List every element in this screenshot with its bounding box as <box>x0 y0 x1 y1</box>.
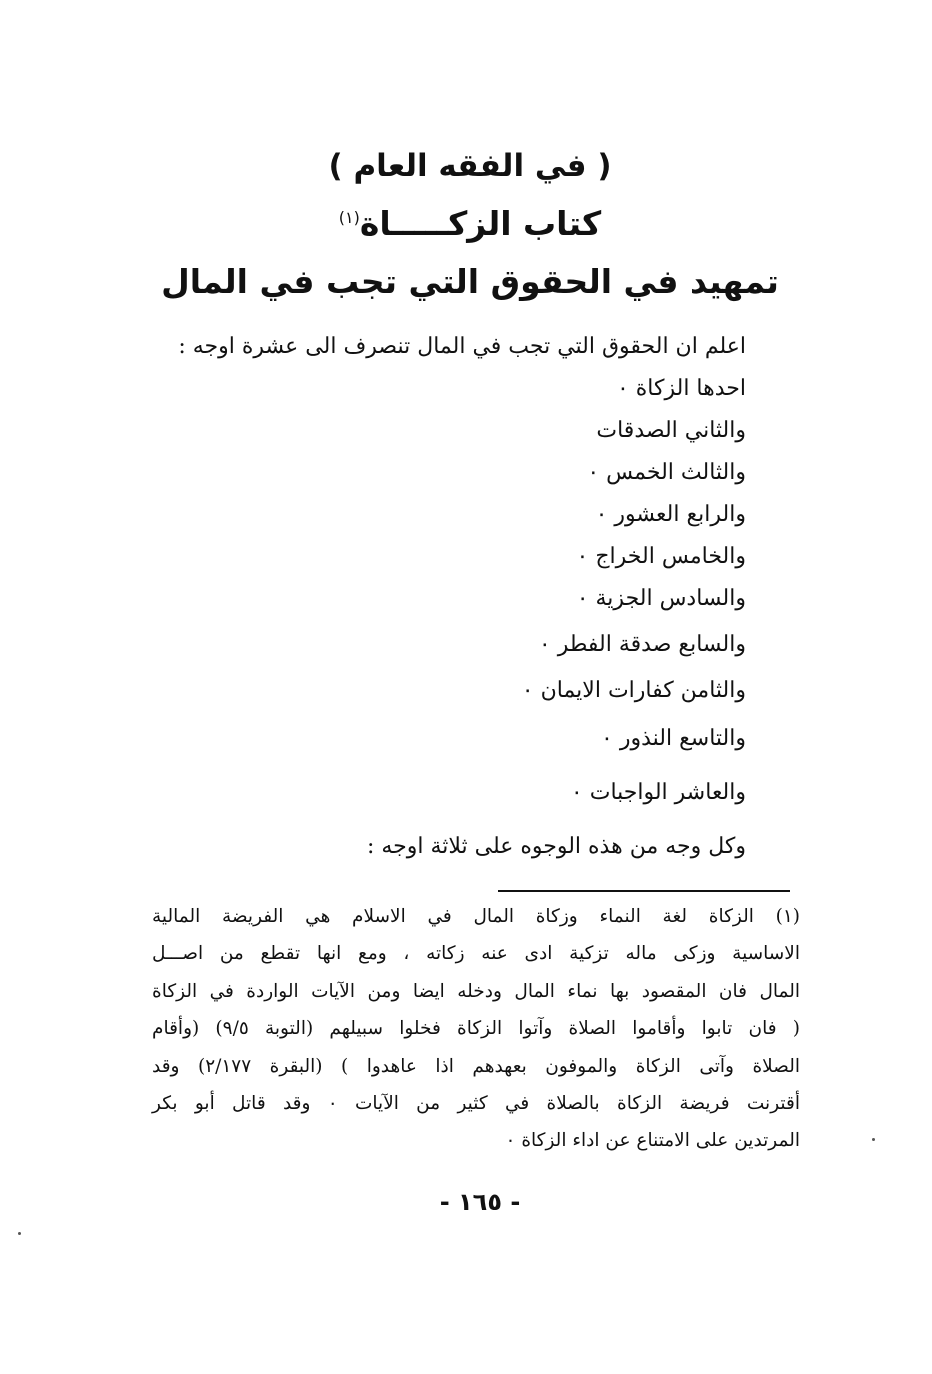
list-item: والعاشر الواجبات ٠ <box>570 780 746 805</box>
footnote-line: (١) الزكاة لغة النماء وزكاة المال في الاسلام هي الفريضة المالية <box>152 906 800 927</box>
footnote-line: المال فان المقصود بها نماء المال ودخله ايضا ومن الآيات الواردة في الزكاة <box>152 980 800 1002</box>
closing-paragraph: وكل وجه من هذه الوجوه على ثلاثة اوجه : <box>366 834 746 859</box>
list-item: والثامن كفارات الايمان ٠ <box>521 678 746 703</box>
list-item: والرابع العشور ٠ <box>595 502 746 527</box>
section-heading: ( في الفقه العام ) <box>328 148 612 184</box>
list-item: احدها الزكاة ٠ <box>616 376 746 401</box>
footnote-line: ( فان تابوا وأقاموا الصلاة وآتوا الزكاة فخلوا سبيلهم (التوبة ٩/٥) (وأقام <box>152 1018 800 1040</box>
footnote-line: الاساسية وزكى ماله تزكية ادى عنه زكاته ، ومع انها تقطع من اصـــل <box>152 943 800 965</box>
footnote-marker: (١) <box>338 208 360 227</box>
list-item: والثاني الصدقات <box>596 418 746 443</box>
chapter-title-text: كتاب الزكـــــاة <box>359 204 602 243</box>
list-item: والخامس الخراج ٠ <box>576 544 746 569</box>
intro-paragraph: اعلم ان الحقوق التي تجب في المال تنصرف الى عشرة اوجه : <box>178 334 746 359</box>
page-number: - ١٦٥ - <box>439 1188 521 1216</box>
subtitle: تمهيد في الحقوق التي تجب في المال <box>161 262 779 301</box>
list-item: والسابع صدقة الفطر ٠ <box>538 632 746 657</box>
list-item: والتاسع النذور ٠ <box>601 726 746 751</box>
footnote-line: المرتدين على الامتناع عن اداء الزكاة ٠ <box>505 1130 800 1152</box>
scan-speck <box>872 1138 875 1141</box>
chapter-title <box>160 204 780 243</box>
list-item: والثالث الخمس ٠ <box>587 460 746 485</box>
footnote-line: أقترنت فريضة الزكاة بالصلاة في كثير من الآيات ٠ وقد قاتل أبو بكر <box>152 1093 800 1115</box>
scan-speck <box>18 1232 21 1235</box>
footnote <box>152 898 800 1160</box>
footnote-divider <box>498 890 790 892</box>
list-item: والسادس الجزية ٠ <box>576 586 746 611</box>
footnote-line: الصلاة وآتى الزكاة والموفون بعهدهم اذا عاهدوا ) (البقرة ٢/١٧٧) وقد <box>152 1055 800 1077</box>
